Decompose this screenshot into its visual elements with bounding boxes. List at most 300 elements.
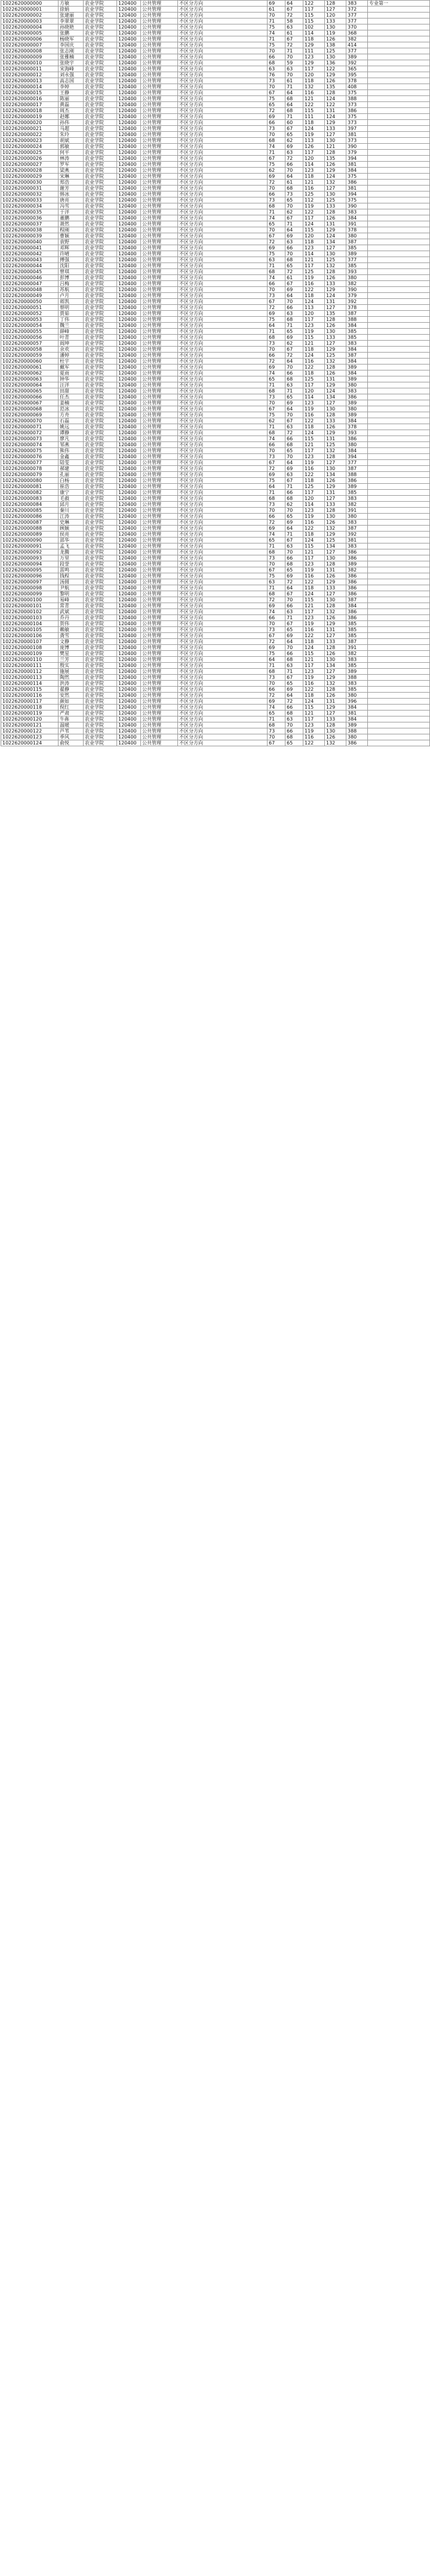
cell-total: 383 xyxy=(346,543,368,549)
cell-major-name: 公共管理 xyxy=(141,579,178,585)
cell-subject-1: 120 xyxy=(303,233,325,239)
cell-college: 农业学院 xyxy=(84,579,117,585)
cell-major-name: 公共管理 xyxy=(141,251,178,257)
cell-exam-id: 1022620000064 xyxy=(1,382,59,388)
cell-total: 386 xyxy=(346,579,368,585)
cell-english: 64 xyxy=(285,406,303,412)
cell-name: 陈丽 xyxy=(59,96,84,102)
cell-major-name: 公共管理 xyxy=(141,323,178,329)
cell-major-name: 公共管理 xyxy=(141,329,178,335)
cell-remark xyxy=(368,734,430,740)
cell-subject-1: 116 xyxy=(303,627,325,633)
cell-subject-1: 122 xyxy=(303,418,325,424)
cell-major-name: 公共管理 xyxy=(141,293,178,299)
cell-major-code: 120400 xyxy=(117,400,141,406)
cell-subject-1: 129 xyxy=(303,60,325,66)
table-row xyxy=(1,502,430,508)
cell-subject-2: 133 xyxy=(325,502,346,508)
table-row xyxy=(1,394,430,400)
cell-major-name: 公共管理 xyxy=(141,722,178,728)
cell-subject-2: 133 xyxy=(325,716,346,722)
cell-college: 农业学院 xyxy=(84,705,117,711)
cell-politics: 74 xyxy=(268,436,285,442)
cell-subject-2: 133 xyxy=(325,281,346,287)
cell-exam-id: 1022620000029 xyxy=(1,174,59,180)
table-row xyxy=(1,687,430,693)
cell-study-mode: 不区分方向 xyxy=(178,639,268,645)
cell-exam-id: 1022620000083 xyxy=(1,496,59,502)
cell-subject-1: 116 xyxy=(303,734,325,740)
table-row xyxy=(1,36,430,42)
cell-major-name: 公共管理 xyxy=(141,627,178,633)
cell-subject-1: 124 xyxy=(303,221,325,227)
cell-total: 382 xyxy=(346,502,368,508)
cell-major-code: 120400 xyxy=(117,472,141,478)
cell-name: 施展 xyxy=(59,669,84,675)
cell-english: 69 xyxy=(285,633,303,639)
cell-study-mode: 不区分方向 xyxy=(178,84,268,90)
cell-study-mode: 不区分方向 xyxy=(178,275,268,281)
cell-english: 66 xyxy=(285,245,303,251)
cell-major-code: 120400 xyxy=(117,102,141,108)
table-row xyxy=(1,579,430,585)
cell-politics: 72 xyxy=(268,239,285,245)
cell-english: 63 xyxy=(285,543,303,549)
cell-major-name: 公共管理 xyxy=(141,496,178,502)
cell-politics: 70 xyxy=(268,48,285,54)
cell-college: 农业学院 xyxy=(84,651,117,657)
cell-study-mode: 不区分方向 xyxy=(178,269,268,275)
cell-major-code: 120400 xyxy=(117,66,141,72)
cell-name: 王静 xyxy=(59,90,84,96)
table-row xyxy=(1,418,430,424)
cell-remark xyxy=(368,621,430,627)
cell-subject-2: 127 xyxy=(325,400,346,406)
table-row xyxy=(1,191,430,197)
cell-subject-2: 126 xyxy=(325,78,346,84)
cell-politics: 73 xyxy=(268,126,285,132)
cell-subject-2: 130 xyxy=(325,657,346,663)
cell-major-name: 公共管理 xyxy=(141,591,178,597)
cell-college: 农业学院 xyxy=(84,442,117,448)
cell-college: 农业学院 xyxy=(84,734,117,740)
cell-subject-2: 134 xyxy=(325,543,346,549)
cell-politics: 76 xyxy=(268,72,285,78)
cell-study-mode: 不区分方向 xyxy=(178,645,268,651)
cell-major-code: 120400 xyxy=(117,275,141,281)
cell-college: 农业学院 xyxy=(84,227,117,233)
cell-major-code: 120400 xyxy=(117,162,141,168)
cell-exam-id: 1022620000076 xyxy=(1,454,59,460)
cell-subject-1: 123 xyxy=(303,54,325,60)
cell-subject-2: 128 xyxy=(325,209,346,215)
cell-major-name: 公共管理 xyxy=(141,186,178,191)
cell-exam-id: 1022620000014 xyxy=(1,84,59,90)
cell-college: 农业学院 xyxy=(84,466,117,472)
table-row xyxy=(1,514,430,520)
cell-exam-id: 1022620000071 xyxy=(1,424,59,430)
cell-study-mode: 不区分方向 xyxy=(178,520,268,526)
cell-major-code: 120400 xyxy=(117,633,141,639)
cell-exam-id: 1022620000028 xyxy=(1,168,59,174)
table-row xyxy=(1,353,430,359)
cell-college: 农业学院 xyxy=(84,263,117,269)
cell-politics: 75 xyxy=(268,251,285,257)
table-row xyxy=(1,538,430,543)
cell-total: 386 xyxy=(346,108,368,114)
cell-politics: 75 xyxy=(268,412,285,418)
cell-total: 394 xyxy=(346,454,368,460)
cell-major-name: 公共管理 xyxy=(141,96,178,102)
cell-name: 俞悦 xyxy=(59,740,84,746)
cell-college: 农业学院 xyxy=(84,203,117,209)
cell-exam-id: 1022620000056 xyxy=(1,335,59,341)
cell-politics: 73 xyxy=(268,197,285,203)
cell-major-name: 公共管理 xyxy=(141,657,178,663)
cell-subject-1: 119 xyxy=(303,203,325,209)
cell-major-name: 公共管理 xyxy=(141,675,178,681)
cell-total: 383 xyxy=(346,520,368,526)
cell-remark xyxy=(368,424,430,430)
cell-major-name: 公共管理 xyxy=(141,424,178,430)
cell-study-mode: 不区分方向 xyxy=(178,693,268,699)
cell-subject-1: 125 xyxy=(303,191,325,197)
cell-college: 农业学院 xyxy=(84,621,117,627)
cell-exam-id: 1022620000053 xyxy=(1,317,59,323)
cell-study-mode: 不区分方向 xyxy=(178,215,268,221)
cell-politics: 68 xyxy=(268,430,285,436)
table-row xyxy=(1,382,430,388)
cell-remark xyxy=(368,96,430,102)
cell-major-code: 120400 xyxy=(117,18,141,24)
cell-politics: 73 xyxy=(268,394,285,400)
cell-study-mode: 不区分方向 xyxy=(178,466,268,472)
cell-study-mode: 不区分方向 xyxy=(178,543,268,549)
cell-remark xyxy=(368,90,430,96)
cell-subject-1: 115 xyxy=(303,13,325,18)
cell-english: 69 xyxy=(285,400,303,406)
cell-subject-2: 127 xyxy=(325,711,346,716)
cell-total: 385 xyxy=(346,627,368,633)
cell-politics: 63 xyxy=(268,579,285,585)
cell-major-name: 公共管理 xyxy=(141,209,178,215)
cell-major-name: 公共管理 xyxy=(141,532,178,538)
cell-total: 389 xyxy=(346,365,368,370)
cell-exam-id: 1022620000072 xyxy=(1,430,59,436)
cell-politics: 73 xyxy=(268,454,285,460)
cell-study-mode: 不区分方向 xyxy=(178,7,268,13)
cell-remark xyxy=(368,716,430,722)
cell-exam-id: 1022620000090 xyxy=(1,538,59,543)
cell-subject-2: 121 xyxy=(325,144,346,150)
cell-politics: 69 xyxy=(268,1,285,7)
cell-politics: 70 xyxy=(268,186,285,191)
cell-name: 苏航 xyxy=(59,287,84,293)
cell-remark xyxy=(368,740,430,746)
cell-study-mode: 不区分方向 xyxy=(178,490,268,496)
table-row xyxy=(1,585,430,591)
cell-college: 农业学院 xyxy=(84,394,117,400)
cell-exam-id: 1022620000109 xyxy=(1,651,59,657)
cell-study-mode: 不区分方向 xyxy=(178,400,268,406)
cell-english: 68 xyxy=(285,734,303,740)
cell-total: 377 xyxy=(346,13,368,18)
table-row xyxy=(1,174,430,180)
cell-english: 69 xyxy=(285,287,303,293)
cell-study-mode: 不区分方向 xyxy=(178,657,268,663)
cell-study-mode: 不区分方向 xyxy=(178,299,268,305)
cell-study-mode: 不区分方向 xyxy=(178,412,268,418)
cell-exam-id: 1022620000094 xyxy=(1,561,59,567)
cell-subject-1: 121 xyxy=(303,711,325,716)
cell-major-name: 公共管理 xyxy=(141,567,178,573)
cell-politics: 75 xyxy=(268,162,285,168)
cell-english: 69 xyxy=(285,335,303,341)
cell-subject-2: 126 xyxy=(325,370,346,376)
cell-subject-1: 115 xyxy=(303,543,325,549)
cell-major-name: 公共管理 xyxy=(141,299,178,305)
cell-subject-1: 119 xyxy=(303,406,325,412)
cell-remark xyxy=(368,197,430,203)
cell-major-code: 120400 xyxy=(117,30,141,36)
cell-subject-1: 123 xyxy=(303,722,325,728)
cell-major-name: 公共管理 xyxy=(141,221,178,227)
cell-subject-1: 118 xyxy=(303,347,325,353)
cell-college: 农业学院 xyxy=(84,168,117,174)
cell-study-mode: 不区分方向 xyxy=(178,609,268,615)
table-row xyxy=(1,490,430,496)
cell-name: 邓辉 xyxy=(59,245,84,251)
cell-name: 段誉 xyxy=(59,561,84,567)
table-row xyxy=(1,221,430,227)
cell-english: 61 xyxy=(285,30,303,36)
cell-major-name: 公共管理 xyxy=(141,269,178,275)
cell-major-code: 120400 xyxy=(117,197,141,203)
cell-subject-2: 125 xyxy=(325,353,346,359)
cell-subject-2: 133 xyxy=(325,585,346,591)
cell-college: 农业学院 xyxy=(84,460,117,466)
cell-english: 62 xyxy=(285,209,303,215)
cell-name: 龙腾 xyxy=(59,549,84,555)
cell-college: 农业学院 xyxy=(84,573,117,579)
cell-subject-1: 121 xyxy=(303,96,325,102)
table-row xyxy=(1,526,430,532)
cell-remark xyxy=(368,329,430,335)
cell-major-code: 120400 xyxy=(117,1,141,7)
cell-english: 67 xyxy=(285,621,303,627)
cell-politics: 67 xyxy=(268,740,285,746)
cell-total: 385 xyxy=(346,490,368,496)
cell-subject-1: 122 xyxy=(303,633,325,639)
cell-study-mode: 不区分方向 xyxy=(178,54,268,60)
cell-english: 64 xyxy=(285,460,303,466)
table-row xyxy=(1,108,430,114)
cell-major-name: 公共管理 xyxy=(141,400,178,406)
cell-exam-id: 1022620000066 xyxy=(1,394,59,400)
cell-politics: 62 xyxy=(268,418,285,424)
cell-english: 65 xyxy=(285,197,303,203)
table-row xyxy=(1,436,430,442)
cell-subject-1: 115 xyxy=(303,18,325,24)
cell-remark xyxy=(368,722,430,728)
cell-major-name: 公共管理 xyxy=(141,114,178,120)
cell-politics: 68 xyxy=(268,203,285,209)
cell-remark xyxy=(368,484,430,490)
cell-total: 375 xyxy=(346,114,368,120)
cell-major-name: 公共管理 xyxy=(141,132,178,138)
cell-subject-1: 121 xyxy=(303,442,325,448)
cell-college: 农业学院 xyxy=(84,490,117,496)
cell-politics: 73 xyxy=(268,78,285,84)
cell-major-code: 120400 xyxy=(117,78,141,84)
cell-remark xyxy=(368,526,430,532)
cell-subject-2: 129 xyxy=(325,382,346,388)
cell-english: 73 xyxy=(285,191,303,197)
cell-major-name: 公共管理 xyxy=(141,257,178,263)
cell-name: 雷鸣 xyxy=(59,567,84,573)
cell-study-mode: 不区分方向 xyxy=(178,24,268,30)
cell-politics: 68 xyxy=(268,722,285,728)
cell-total: 387 xyxy=(346,311,368,317)
cell-subject-2: 126 xyxy=(325,520,346,526)
cell-major-code: 120400 xyxy=(117,156,141,162)
cell-major-name: 公共管理 xyxy=(141,502,178,508)
cell-study-mode: 不区分方向 xyxy=(178,239,268,245)
cell-subject-1: 117 xyxy=(303,490,325,496)
cell-major-code: 120400 xyxy=(117,663,141,669)
cell-college: 农业学院 xyxy=(84,502,117,508)
cell-subject-2: 126 xyxy=(325,734,346,740)
cell-remark xyxy=(368,335,430,341)
cell-major-name: 公共管理 xyxy=(141,633,178,639)
cell-remark xyxy=(368,615,430,621)
cell-english: 66 xyxy=(285,728,303,734)
cell-study-mode: 不区分方向 xyxy=(178,567,268,573)
cell-college: 农业学院 xyxy=(84,323,117,329)
cell-politics: 71 xyxy=(268,543,285,549)
cell-total: 386 xyxy=(346,436,368,442)
cell-college: 农业学院 xyxy=(84,633,117,639)
cell-politics: 70 xyxy=(268,13,285,18)
cell-exam-id: 1022620000036 xyxy=(1,215,59,221)
cell-english: 66 xyxy=(285,162,303,168)
cell-total: 381 xyxy=(346,538,368,543)
cell-remark xyxy=(368,687,430,693)
table-row xyxy=(1,281,430,287)
cell-major-code: 120400 xyxy=(117,138,141,144)
cell-college: 农业学院 xyxy=(84,275,117,281)
cell-exam-id: 1022620000112 xyxy=(1,669,59,675)
cell-subject-1: 114 xyxy=(303,162,325,168)
cell-major-name: 公共管理 xyxy=(141,18,178,24)
cell-english: 65 xyxy=(285,448,303,454)
cell-subject-1: 118 xyxy=(303,424,325,430)
cell-remark xyxy=(368,227,430,233)
cell-total: 377 xyxy=(346,257,368,263)
cell-name: 许晴 xyxy=(59,251,84,257)
cell-major-name: 公共管理 xyxy=(141,353,178,359)
cell-college: 农业学院 xyxy=(84,78,117,84)
cell-english: 67 xyxy=(285,36,303,42)
cell-subject-1: 118 xyxy=(303,78,325,84)
cell-subject-1: 117 xyxy=(303,609,325,615)
cell-major-code: 120400 xyxy=(117,484,141,490)
cell-study-mode: 不区分方向 xyxy=(178,418,268,424)
cell-english: 69 xyxy=(285,520,303,526)
table-row xyxy=(1,508,430,514)
cell-college: 农业学院 xyxy=(84,209,117,215)
table-row xyxy=(1,180,430,186)
cell-college: 农业学院 xyxy=(84,603,117,609)
table-row xyxy=(1,734,430,740)
cell-english: 65 xyxy=(285,263,303,269)
cell-major-code: 120400 xyxy=(117,233,141,239)
cell-study-mode: 不区分方向 xyxy=(178,424,268,430)
cell-major-name: 公共管理 xyxy=(141,347,178,353)
cell-exam-id: 1022620000106 xyxy=(1,633,59,639)
cell-english: 64 xyxy=(285,102,303,108)
table-row xyxy=(1,633,430,639)
cell-name: 萧然 xyxy=(59,221,84,227)
cell-total: 384 xyxy=(346,716,368,722)
table-row xyxy=(1,615,430,621)
cell-english: 66 xyxy=(285,436,303,442)
cell-major-code: 120400 xyxy=(117,675,141,681)
cell-politics: 65 xyxy=(268,711,285,716)
cell-politics: 73 xyxy=(268,293,285,299)
cell-major-name: 公共管理 xyxy=(141,615,178,621)
cell-total: 372 xyxy=(346,7,368,13)
cell-total: 389 xyxy=(346,251,368,257)
cell-remark xyxy=(368,13,430,18)
cell-name: 严肃 xyxy=(59,711,84,716)
cell-remark: 专业第一 xyxy=(368,1,430,7)
cell-study-mode: 不区分方向 xyxy=(178,579,268,585)
cell-total: 391 xyxy=(346,645,368,651)
cell-subject-2: 127 xyxy=(325,305,346,311)
cell-remark xyxy=(368,627,430,633)
cell-name: 宋琳 xyxy=(59,174,84,180)
cell-english: 66 xyxy=(285,603,303,609)
cell-exam-id: 1022620000113 xyxy=(1,675,59,681)
cell-subject-1: 117 xyxy=(303,382,325,388)
cell-college: 农业学院 xyxy=(84,251,117,257)
cell-college: 农业学院 xyxy=(84,239,117,245)
cell-subject-2: 128 xyxy=(325,90,346,96)
cell-politics: 72 xyxy=(268,108,285,114)
cell-english: 72 xyxy=(285,13,303,18)
cell-english: 70 xyxy=(285,251,303,257)
cell-total: 386 xyxy=(346,549,368,555)
cell-major-code: 120400 xyxy=(117,621,141,627)
cell-politics: 65 xyxy=(268,376,285,382)
cell-english: 68 xyxy=(285,496,303,502)
cell-name: 兰芳 xyxy=(59,657,84,663)
cell-college: 农业学院 xyxy=(84,36,117,42)
cell-politics: 74 xyxy=(268,532,285,538)
cell-study-mode: 不区分方向 xyxy=(178,138,268,144)
cell-subject-1: 123 xyxy=(303,454,325,460)
cell-politics: 72 xyxy=(268,466,285,472)
table-row xyxy=(1,251,430,257)
table-row xyxy=(1,478,430,484)
cell-english: 72 xyxy=(285,430,303,436)
cell-subject-2: 130 xyxy=(325,728,346,734)
cell-total: 380 xyxy=(346,382,368,388)
cell-subject-1: 119 xyxy=(303,329,325,335)
cell-major-name: 公共管理 xyxy=(141,180,178,186)
cell-subject-1: 125 xyxy=(303,269,325,275)
